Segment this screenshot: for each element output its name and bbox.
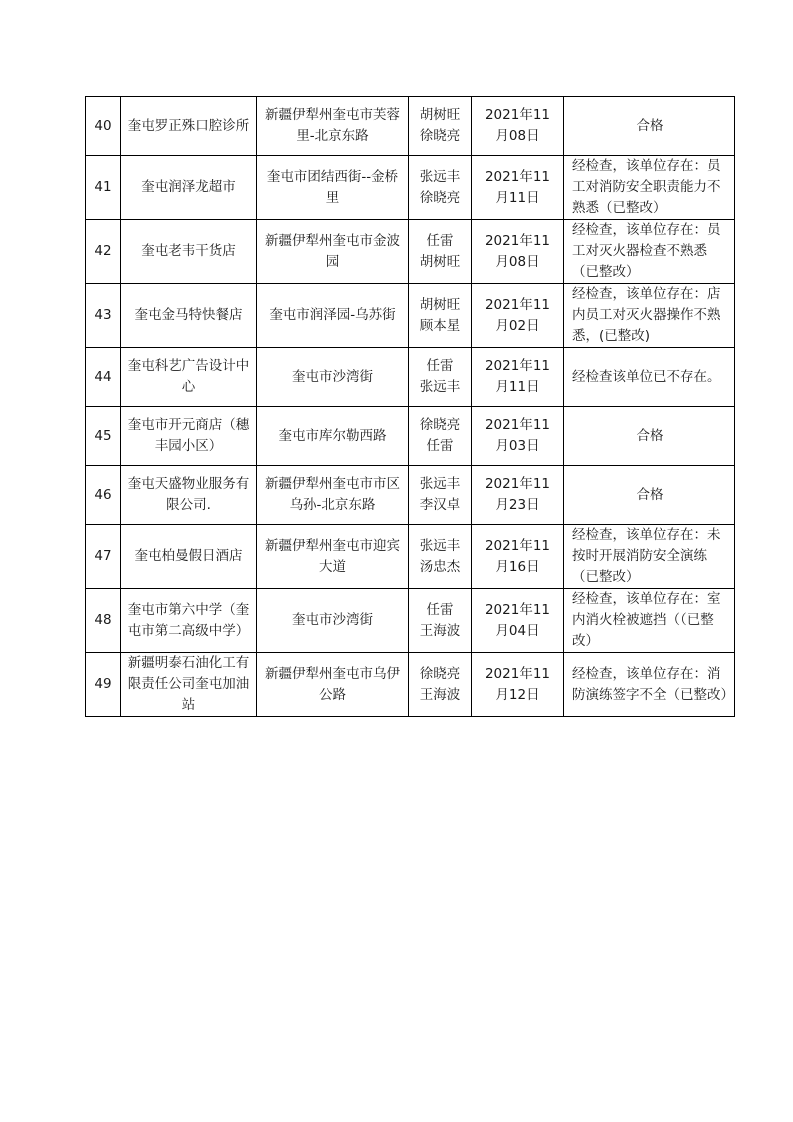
- inspector-name: 徐晓亮: [419, 417, 461, 433]
- unit-name: 奎屯柏曼假日酒店: [121, 525, 257, 589]
- inspection-result: 合格: [564, 407, 735, 466]
- row-number: 41: [86, 156, 121, 220]
- table-row: [86, 653, 735, 717]
- table-row: [86, 156, 735, 220]
- row-number: 40: [86, 97, 121, 156]
- inspection-date: 2021年11月23日: [472, 466, 564, 525]
- row-number: 49: [86, 653, 121, 717]
- inspectors: [409, 97, 472, 156]
- inspector-name: 胡树旺: [419, 253, 461, 270]
- inspector-name: 王海波: [419, 686, 461, 703]
- inspectors: [409, 348, 472, 407]
- inspection-result: 合格: [564, 97, 735, 156]
- unit-address: 新疆伊犁州奎屯市市区乌孙-北京东路: [257, 466, 409, 525]
- inspector-name: 任雷: [426, 601, 454, 618]
- inspection-table-body: [86, 97, 735, 717]
- inspection-date: 2021年11月11日: [472, 348, 564, 407]
- inspector-name: 胡树旺: [419, 296, 461, 313]
- unit-address: 奎屯市团结西街--金桥里: [257, 156, 409, 220]
- row-number: 43: [86, 284, 121, 348]
- inspection-table: [85, 96, 735, 717]
- inspection-result: 经检查，该单位存在：室内消火栓被遮挡（（已整改）: [564, 589, 735, 653]
- inspectors: [409, 466, 472, 525]
- inspection-date: 2021年11月08日: [472, 97, 564, 156]
- table-row: [86, 97, 735, 156]
- inspector-name: 汤忠杰: [419, 558, 461, 575]
- inspector-name: 张远丰: [419, 379, 461, 395]
- table-row: [86, 407, 735, 466]
- unit-name: 新疆明泰石油化工有限责任公司奎屯加油站: [121, 653, 257, 717]
- inspection-result: 合格: [564, 466, 735, 525]
- inspection-result: 经检查，该单位存在：消防演练签字不全（已整改）: [564, 653, 735, 717]
- row-number: 46: [86, 466, 121, 525]
- inspector-name: 任雷: [426, 358, 454, 374]
- inspector-name: 任雷: [426, 232, 454, 249]
- inspectors: [409, 156, 472, 220]
- inspectors: [409, 407, 472, 466]
- inspector-name: 李汉卓: [419, 497, 461, 513]
- row-number: 45: [86, 407, 121, 466]
- unit-address: 新疆伊犁州奎屯市乌伊公路: [257, 653, 409, 717]
- row-number: 47: [86, 525, 121, 589]
- unit-name: 奎屯天盛物业服务有限公司.: [121, 466, 257, 525]
- inspector-name: 胡树旺: [419, 107, 461, 123]
- inspector-name: 王海波: [419, 622, 461, 639]
- table-row: [86, 284, 735, 348]
- inspector-name: 徐晓亮: [419, 665, 461, 682]
- inspection-date: 2021年11月16日: [472, 525, 564, 589]
- unit-name: 奎屯金马特快餐店: [121, 284, 257, 348]
- inspection-date: 2021年11月12日: [472, 653, 564, 717]
- inspectors: [409, 284, 472, 348]
- unit-address: 奎屯市库尔勒西路: [257, 407, 409, 466]
- inspection-result: 经检查，该单位存在：店内员工对灭火器操作不熟悉，(已整改): [564, 284, 735, 348]
- inspection-date: 2021年11月02日: [472, 284, 564, 348]
- inspectors: [409, 653, 472, 717]
- inspector-name: 顾本星: [419, 317, 461, 334]
- unit-name: 奎屯罗正殊口腔诊所: [121, 97, 257, 156]
- inspector-name: 张远丰: [419, 168, 461, 185]
- unit-name: 奎屯润泽龙超市: [121, 156, 257, 220]
- inspection-date: 2021年11月03日: [472, 407, 564, 466]
- inspection-date: 2021年11月04日: [472, 589, 564, 653]
- inspection-date: 2021年11月08日: [472, 220, 564, 284]
- table-row: [86, 589, 735, 653]
- inspectors: [409, 525, 472, 589]
- unit-name: 奎屯科艺广告设计中心: [121, 348, 257, 407]
- row-number: 48: [86, 589, 121, 653]
- unit-address: 奎屯市沙湾街: [257, 589, 409, 653]
- inspection-result: 经检查，该单位存在：员工对灭火器检查不熟悉（已整改）: [564, 220, 735, 284]
- inspectors: [409, 589, 472, 653]
- unit-name: 奎屯老韦干货店: [121, 220, 257, 284]
- unit-address: 奎屯市沙湾街: [257, 348, 409, 407]
- table-row: [86, 348, 735, 407]
- unit-address: 新疆伊犁州奎屯市芙蓉里-北京东路: [257, 97, 409, 156]
- unit-address: 新疆伊犁州奎屯市迎宾大道: [257, 525, 409, 589]
- inspectors: [409, 220, 472, 284]
- inspector-name: 徐晓亮: [419, 128, 461, 144]
- inspection-result: 经检查，该单位存在：未按时开展消防安全演练（已整改）: [564, 525, 735, 589]
- inspector-name: 任雷: [426, 438, 454, 454]
- table-row: [86, 220, 735, 284]
- row-number: 44: [86, 348, 121, 407]
- inspector-name: 张远丰: [419, 476, 461, 492]
- inspection-date: 2021年11月11日: [472, 156, 564, 220]
- unit-name: 奎屯市开元商店（穗丰园小区）: [121, 407, 257, 466]
- inspection-result: 经检查，该单位存在：员工对消防安全职责能力不熟悉（已整改）: [564, 156, 735, 220]
- table-row: [86, 466, 735, 525]
- inspector-name: 张远丰: [419, 537, 461, 554]
- inspection-result: 经检查该单位已不存在。: [564, 348, 735, 407]
- unit-address: 奎屯市润泽园-乌苏街: [257, 284, 409, 348]
- inspector-name: 徐晓亮: [419, 189, 461, 206]
- unit-address: 新疆伊犁州奎屯市金波园: [257, 220, 409, 284]
- table-row: [86, 525, 735, 589]
- row-number: 42: [86, 220, 121, 284]
- unit-name: 奎屯市第六中学（奎屯市第二高级中学）: [121, 589, 257, 653]
